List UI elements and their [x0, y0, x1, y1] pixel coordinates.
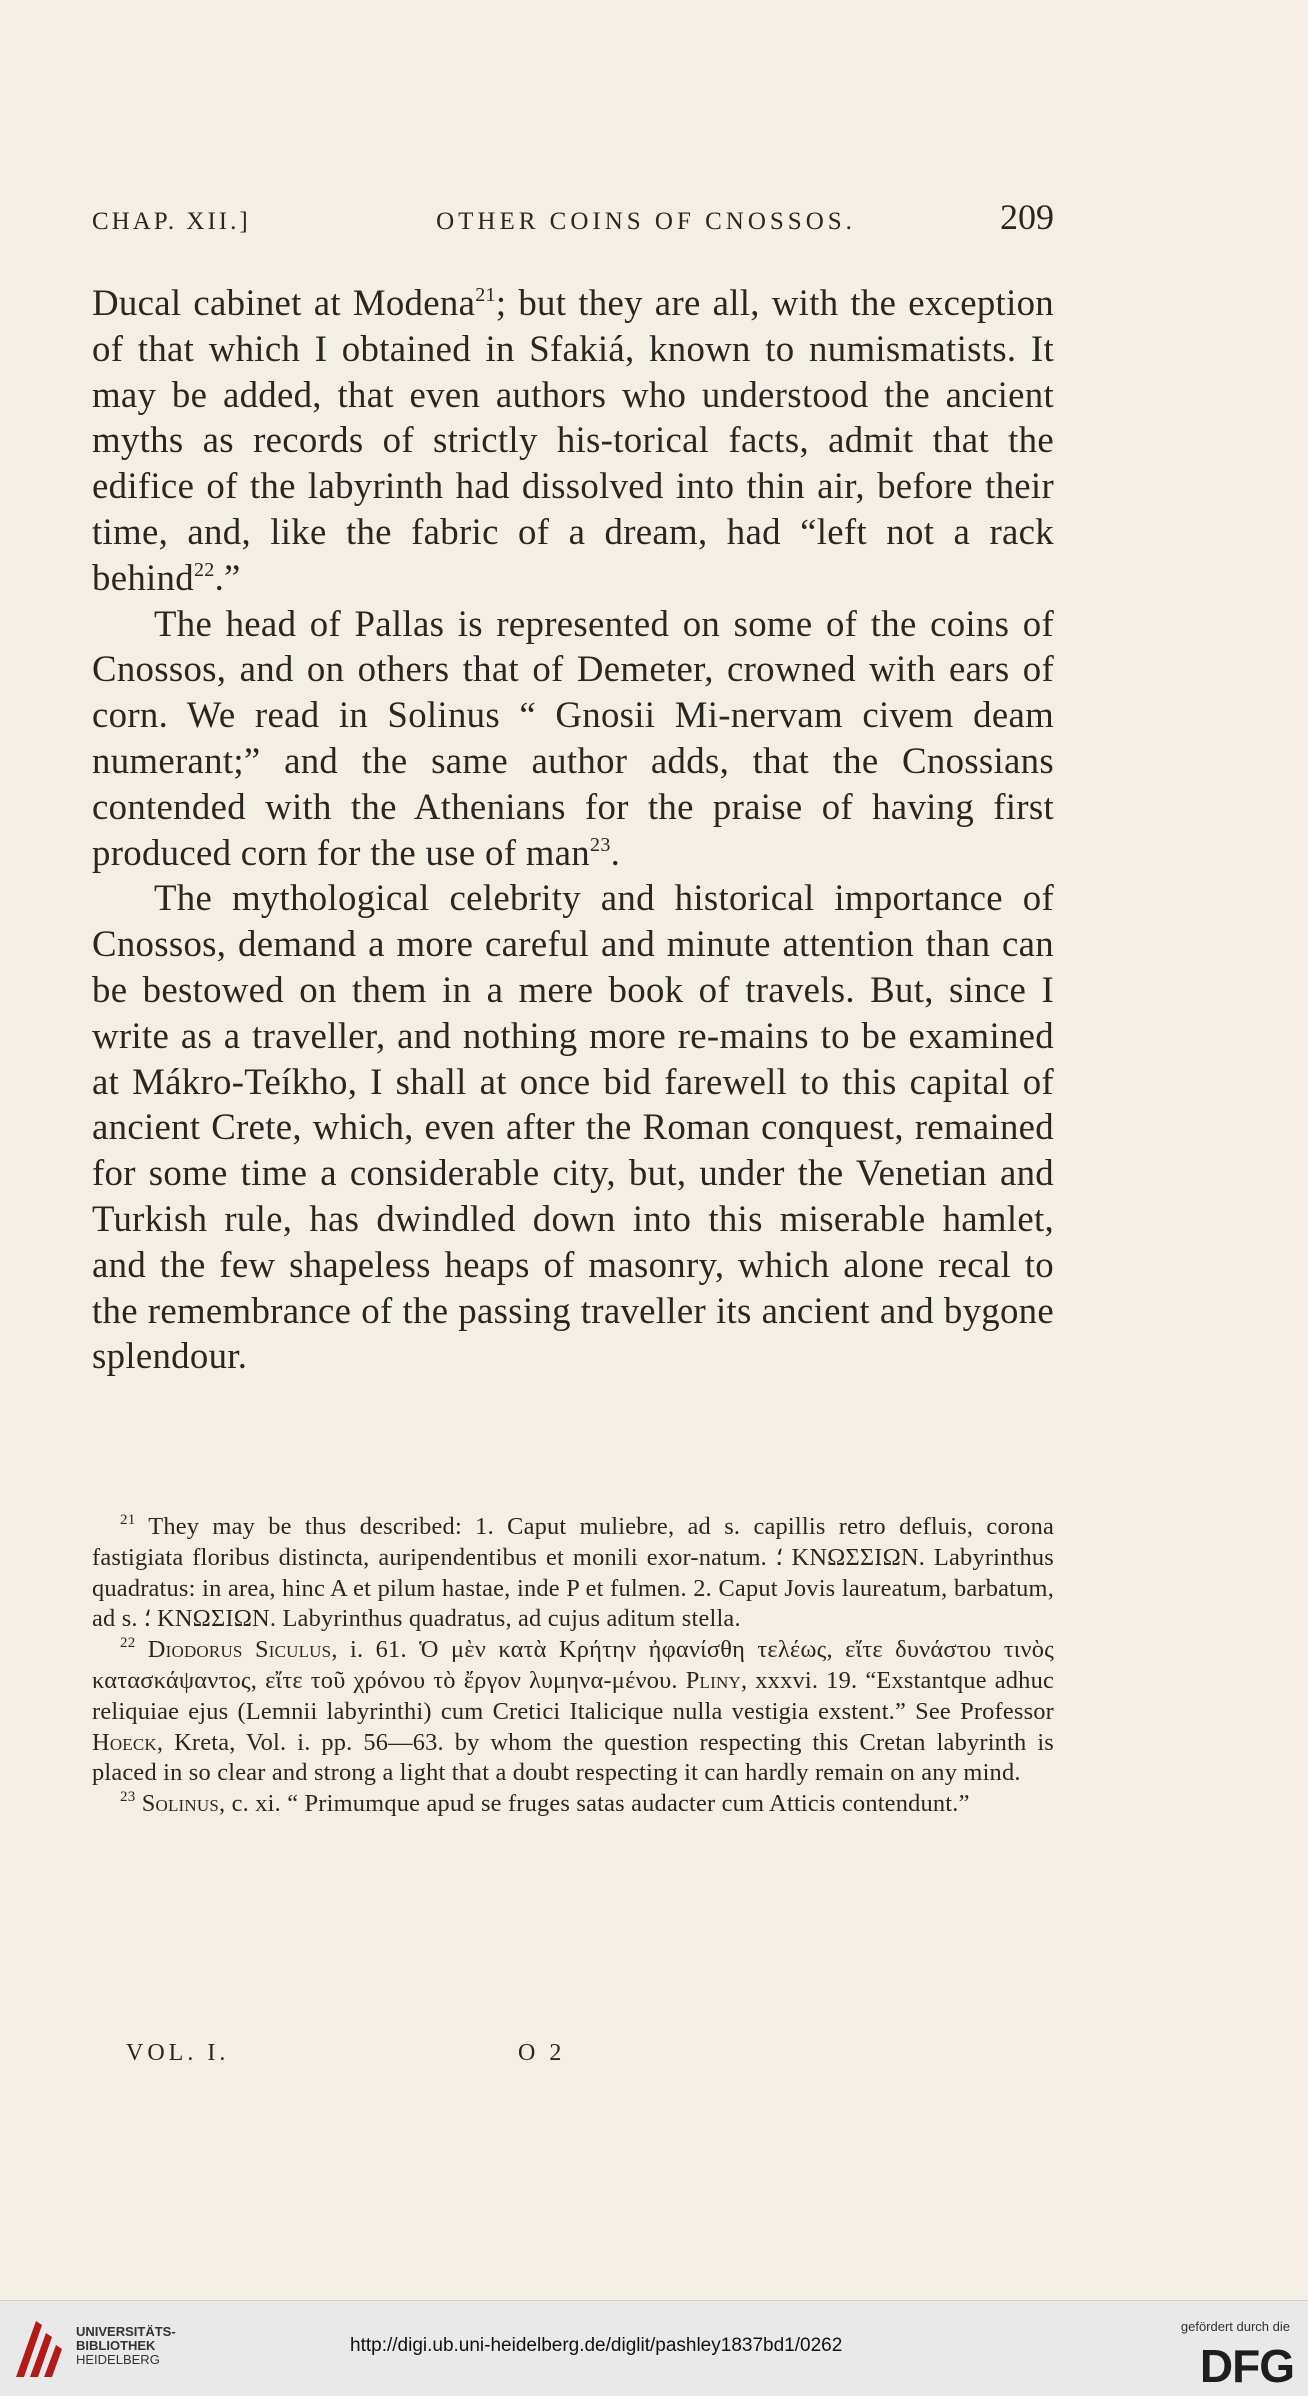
footnote-23 — [92, 1789, 1054, 1820]
paragraph-1-text-c: .” — [214, 556, 241, 598]
permalink-url[interactable]: http://digi.ub.uni-heidelberg.de/diglit/pashley1837bd1/0262 — [350, 2335, 843, 2356]
paragraph-1-text-b: ; but they are all, with the exception of that which I obtained in Sfakiá, known to numismatists. It may be added, that even authors who understood the ancient myths as records of strictly his-torical facts, admit that the edifice of the labyrinth had dissolved into thin air, before their time, and, like the fabric of a dream, had “left not a rack behind — [92, 282, 1054, 598]
paragraph-2-text-b: . — [610, 831, 621, 873]
signature-mark: O 2 — [518, 2040, 566, 2066]
paragraph-3: The mythological celebrity and historical importance of Cnossos, demand a more careful and minute attention than can be bestowed on them in a mere book of travels. But, since I write as a traveller, and nothing more re-mains to be examined at Mákro-Teíkho, I shall at once bid farewell to this capital of ancient Crete, which, even after the Roman conquest, remained for some time a considerable city, but, under the Venetian and Turkish rule, has dwindled down into this miserable hamlet, and the few shapeless heaps of masonry, which alone recal to the remembrance of the passing traveller its ancient and bygone splendour. — [92, 877, 1054, 1377]
author-solinus: Solinus — [141, 1790, 220, 1818]
paragraph-1-text-a: Ducal cabinet at Modena — [92, 282, 476, 323]
university-library-logo-icon — [12, 2315, 68, 2381]
footnote-21 — [92, 1512, 1054, 1635]
footnote-22-text-2: , xxxvi. 19. “Exstantque adhuc reliquiae ejus (Lemnii labyrinthi) cum Cretici Italicique nulla vestigia exstent.” See Professor — [92, 1666, 1055, 1725]
footnote-23-text: , c. xi. “ Primumque apud se fruges satas audacter cum Atticis contendunt.” — [219, 1790, 970, 1818]
paragraph-2-text-a: The head of Pallas is represented on some of the coins of Cnossos, and on others that of Demeter, crowned with ears of corn. We read in Solinus “ Gnosii Mi-nervam civem deam numerant;” and the same author adds, that the Cnossians contended with the Athenians for the praise of having first produced corn for the use of man — [92, 602, 1054, 873]
funding-label: gefördert durch die — [1180, 2319, 1290, 2334]
digitization-footer-bar — [0, 2300, 1308, 2396]
chapter-label: CHAP. XII.] — [92, 208, 251, 235]
footnote-number-21: 21 — [120, 1512, 136, 1528]
institution-line-3: HEIDELBERG — [76, 2352, 160, 2367]
author-diodorus: Diodorus Siculus — [147, 1636, 332, 1664]
volume-label: VOL. I. — [126, 2040, 230, 2066]
footnote-22-text-1: , i. 61. Ὁ μὲν κατὰ Κρήτην ἠφανίσθη τελέως, εἴτε δυνάστου τινὸς κατασκάψαντος, εἴτε τοῦ χρόνου τὸ ἔργον λυμηνα-μένου. — [92, 1636, 1054, 1694]
author-pliny: Pliny — [685, 1666, 741, 1694]
main-text — [92, 280, 1054, 1379]
institution-line-1: UNIVERSITÄTS- — [76, 2324, 176, 2339]
footnote-ref-21: 21 — [475, 284, 496, 306]
footnote-ref-22: 22 — [193, 558, 215, 581]
footnotes — [92, 1512, 1054, 1820]
institution-name — [76, 2325, 176, 2367]
footnote-22-text-3: , Kreta, Vol. i. pp. 56—63. by whom the question respecting this Cretan labyrinth is placed in so clear and strong a light that a doubt respecting it can hardly remain on any mind. — [92, 1728, 1054, 1787]
institution-line-2: BIBLIOTHEK — [76, 2338, 156, 2353]
footnote-number-23: 23 — [120, 1789, 136, 1806]
footnote-21-text: They may be thus described: 1. Caput muliebre, ad s. capillis retro defluis, corona fastigiata floribus distincta, auripendentibus et monili exor-natum. ⸵ ΚΝΩΣΣΙΩΝ. Labyrinthus quadratus: in area, hinc A et pilum hastae, inde P et fulmen. 2. Caput Jovis laureatum, barbatum, ad s. ⸵ ΚΝΩΣΙΩΝ. Labyrinthus quadratus, ad cujus aditum stella. — [92, 1513, 1054, 1633]
page-footer — [126, 2040, 1026, 2080]
footnote-ref-23: 23 — [590, 833, 611, 856]
paragraph-1 — [92, 280, 1054, 601]
footnote-22 — [92, 1635, 1054, 1789]
running-header — [92, 196, 1054, 246]
paragraph-2 — [92, 601, 1054, 876]
page-number: 209 — [1000, 197, 1054, 237]
footnote-number-22: 22 — [120, 1635, 136, 1652]
running-title: OTHER COINS OF CNOSSOS. — [436, 208, 856, 235]
dfg-logo: DFG — [1199, 2340, 1294, 2392]
author-hoeck: Hoeck — [92, 1728, 157, 1756]
